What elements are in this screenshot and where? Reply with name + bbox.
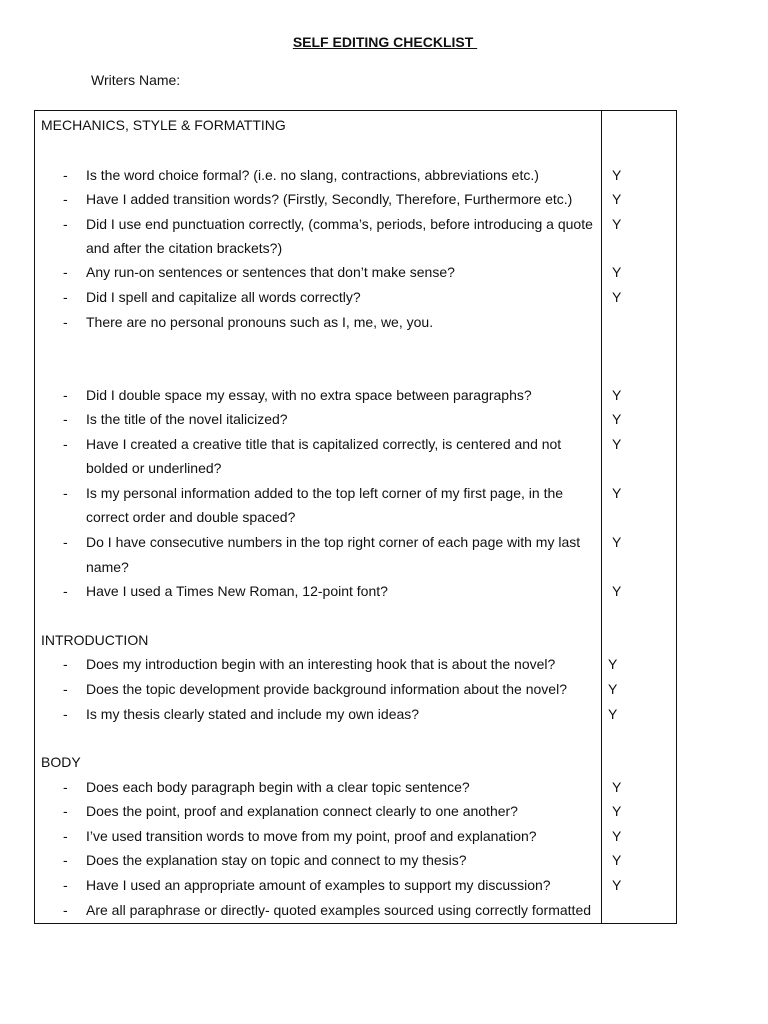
item-dash: - [63,877,68,893]
checklist-item [0,436,768,458]
checklist-item [0,706,768,728]
item-dash: - [63,314,68,330]
item-text: Is my personal information added to the top left corner of my first page, in the [86,485,564,501]
item-checkmark: Y [608,656,618,672]
item-dash: - [63,216,68,232]
item-dash: - [63,583,68,599]
checklist-item [0,191,768,213]
item-dash: - [63,436,68,452]
item-text: Have I used a Times New Roman, 12-point font? [86,583,388,599]
item-checkmark: Y [612,387,622,403]
item-dash: - [63,387,68,403]
item-continuation: bolded or underlined? [86,460,222,476]
item-dash: - [63,411,68,427]
item-checkmark: Y [612,852,622,868]
checklist-item [0,779,768,801]
item-continuation: and after the citation brackets?) [86,240,283,256]
item-checkmark: Y [612,167,622,183]
checklist-item [0,216,768,238]
item-dash: - [63,681,68,697]
checklist-item [0,803,768,825]
item-dash: - [63,656,68,672]
item-text: Is the word choice formal? (i.e. no slang, contractions, abbreviations etc.) [86,167,539,183]
item-checkmark: Y [612,779,622,795]
checklist-item [0,387,768,409]
item-dash: - [63,534,68,550]
item-checkmark: Y [612,803,622,819]
checklist-item [0,167,768,189]
section-heading-body: BODY [41,754,81,770]
item-dash: - [63,289,68,305]
item-text: Does the topic development provide background information about the novel? [86,681,567,697]
writer-name-label: Writers Name: [91,72,181,88]
item-text: I’ve used transition words to move from my point, proof and explanation? [86,828,537,844]
item-dash: - [63,902,68,918]
item-checkmark: Y [612,191,622,207]
item-dash: - [63,706,68,722]
checklist-item [0,314,768,336]
item-checkmark: Y [612,583,622,599]
item-text: Does my introduction begin with an interesting hook that is about the novel? [86,656,556,672]
item-dash: - [63,828,68,844]
checklist-item [0,902,768,924]
item-text: Did I use end punctuation correctly, (comma’s, periods, before introducing a quote [86,216,593,232]
item-checkmark: Y [612,485,622,501]
item-dash: - [63,485,68,501]
section-heading-introduction: INTRODUCTION [41,632,149,648]
checklist-item [0,877,768,899]
item-text: Did I double space my essay, with no extra space between paragraphs? [86,387,532,403]
item-dash: - [63,779,68,795]
item-checkmark: Y [608,681,618,697]
item-checkmark: Y [612,877,622,893]
item-text: Does the explanation stay on topic and connect to my thesis? [86,852,467,868]
checklist-item [0,583,768,605]
item-text: Did I spell and capitalize all words correctly? [86,289,361,305]
document-title: SELF EDITING CHECKLIST [292,34,478,50]
item-text: Is my thesis clearly stated and include my own ideas? [86,706,420,722]
item-text: Does the point, proof and explanation connect clearly to one another? [86,803,518,819]
item-checkmark: Y [612,264,622,280]
item-checkmark: Y [612,436,622,452]
item-checkmark: Y [612,534,622,550]
item-text: Have I created a creative title that is capitalized correctly, is centered and not [86,436,562,452]
item-dash: - [63,167,68,183]
item-text: Any run-on sentences or sentences that don’t make sense? [86,264,455,280]
item-continuation: correct order and double spaced? [86,509,296,525]
checklist-item [0,289,768,311]
checklist-item [0,264,768,286]
item-text: Is the title of the novel italicized? [86,411,288,427]
item-text: There are no personal pronouns such as I, me, we, you. [86,314,434,330]
item-checkmark: Y [612,289,622,305]
item-dash: - [63,852,68,868]
item-text: Does each body paragraph begin with a clear topic sentence? [86,779,470,795]
item-text: Have I added transition words? (Firstly, Secondly, Therefore, Furthermore etc.) [86,191,573,207]
item-dash: - [63,264,68,280]
checklist-item [0,656,768,678]
checklist-item [0,852,768,874]
item-dash: - [63,803,68,819]
section-heading-mechanics: MECHANICS, STYLE & FORMATTING [41,117,286,133]
checklist-item [0,681,768,703]
item-text: Have I used an appropriate amount of examples to support my discussion? [86,877,551,893]
item-checkmark: Y [612,216,622,232]
item-checkmark: Y [612,828,622,844]
checklist-item [0,828,768,850]
checklist-item [0,485,768,507]
checklist-item [0,411,768,433]
item-checkmark: Y [608,706,618,722]
item-text: Are all paraphrase or directly- quoted examples sourced using correctly formatted [86,902,592,918]
item-text: Do I have consecutive numbers in the top right corner of each page with my last [86,534,581,550]
checklist-item [0,534,768,556]
item-checkmark: Y [612,411,622,427]
item-continuation: name? [86,559,129,575]
item-dash: - [63,191,68,207]
